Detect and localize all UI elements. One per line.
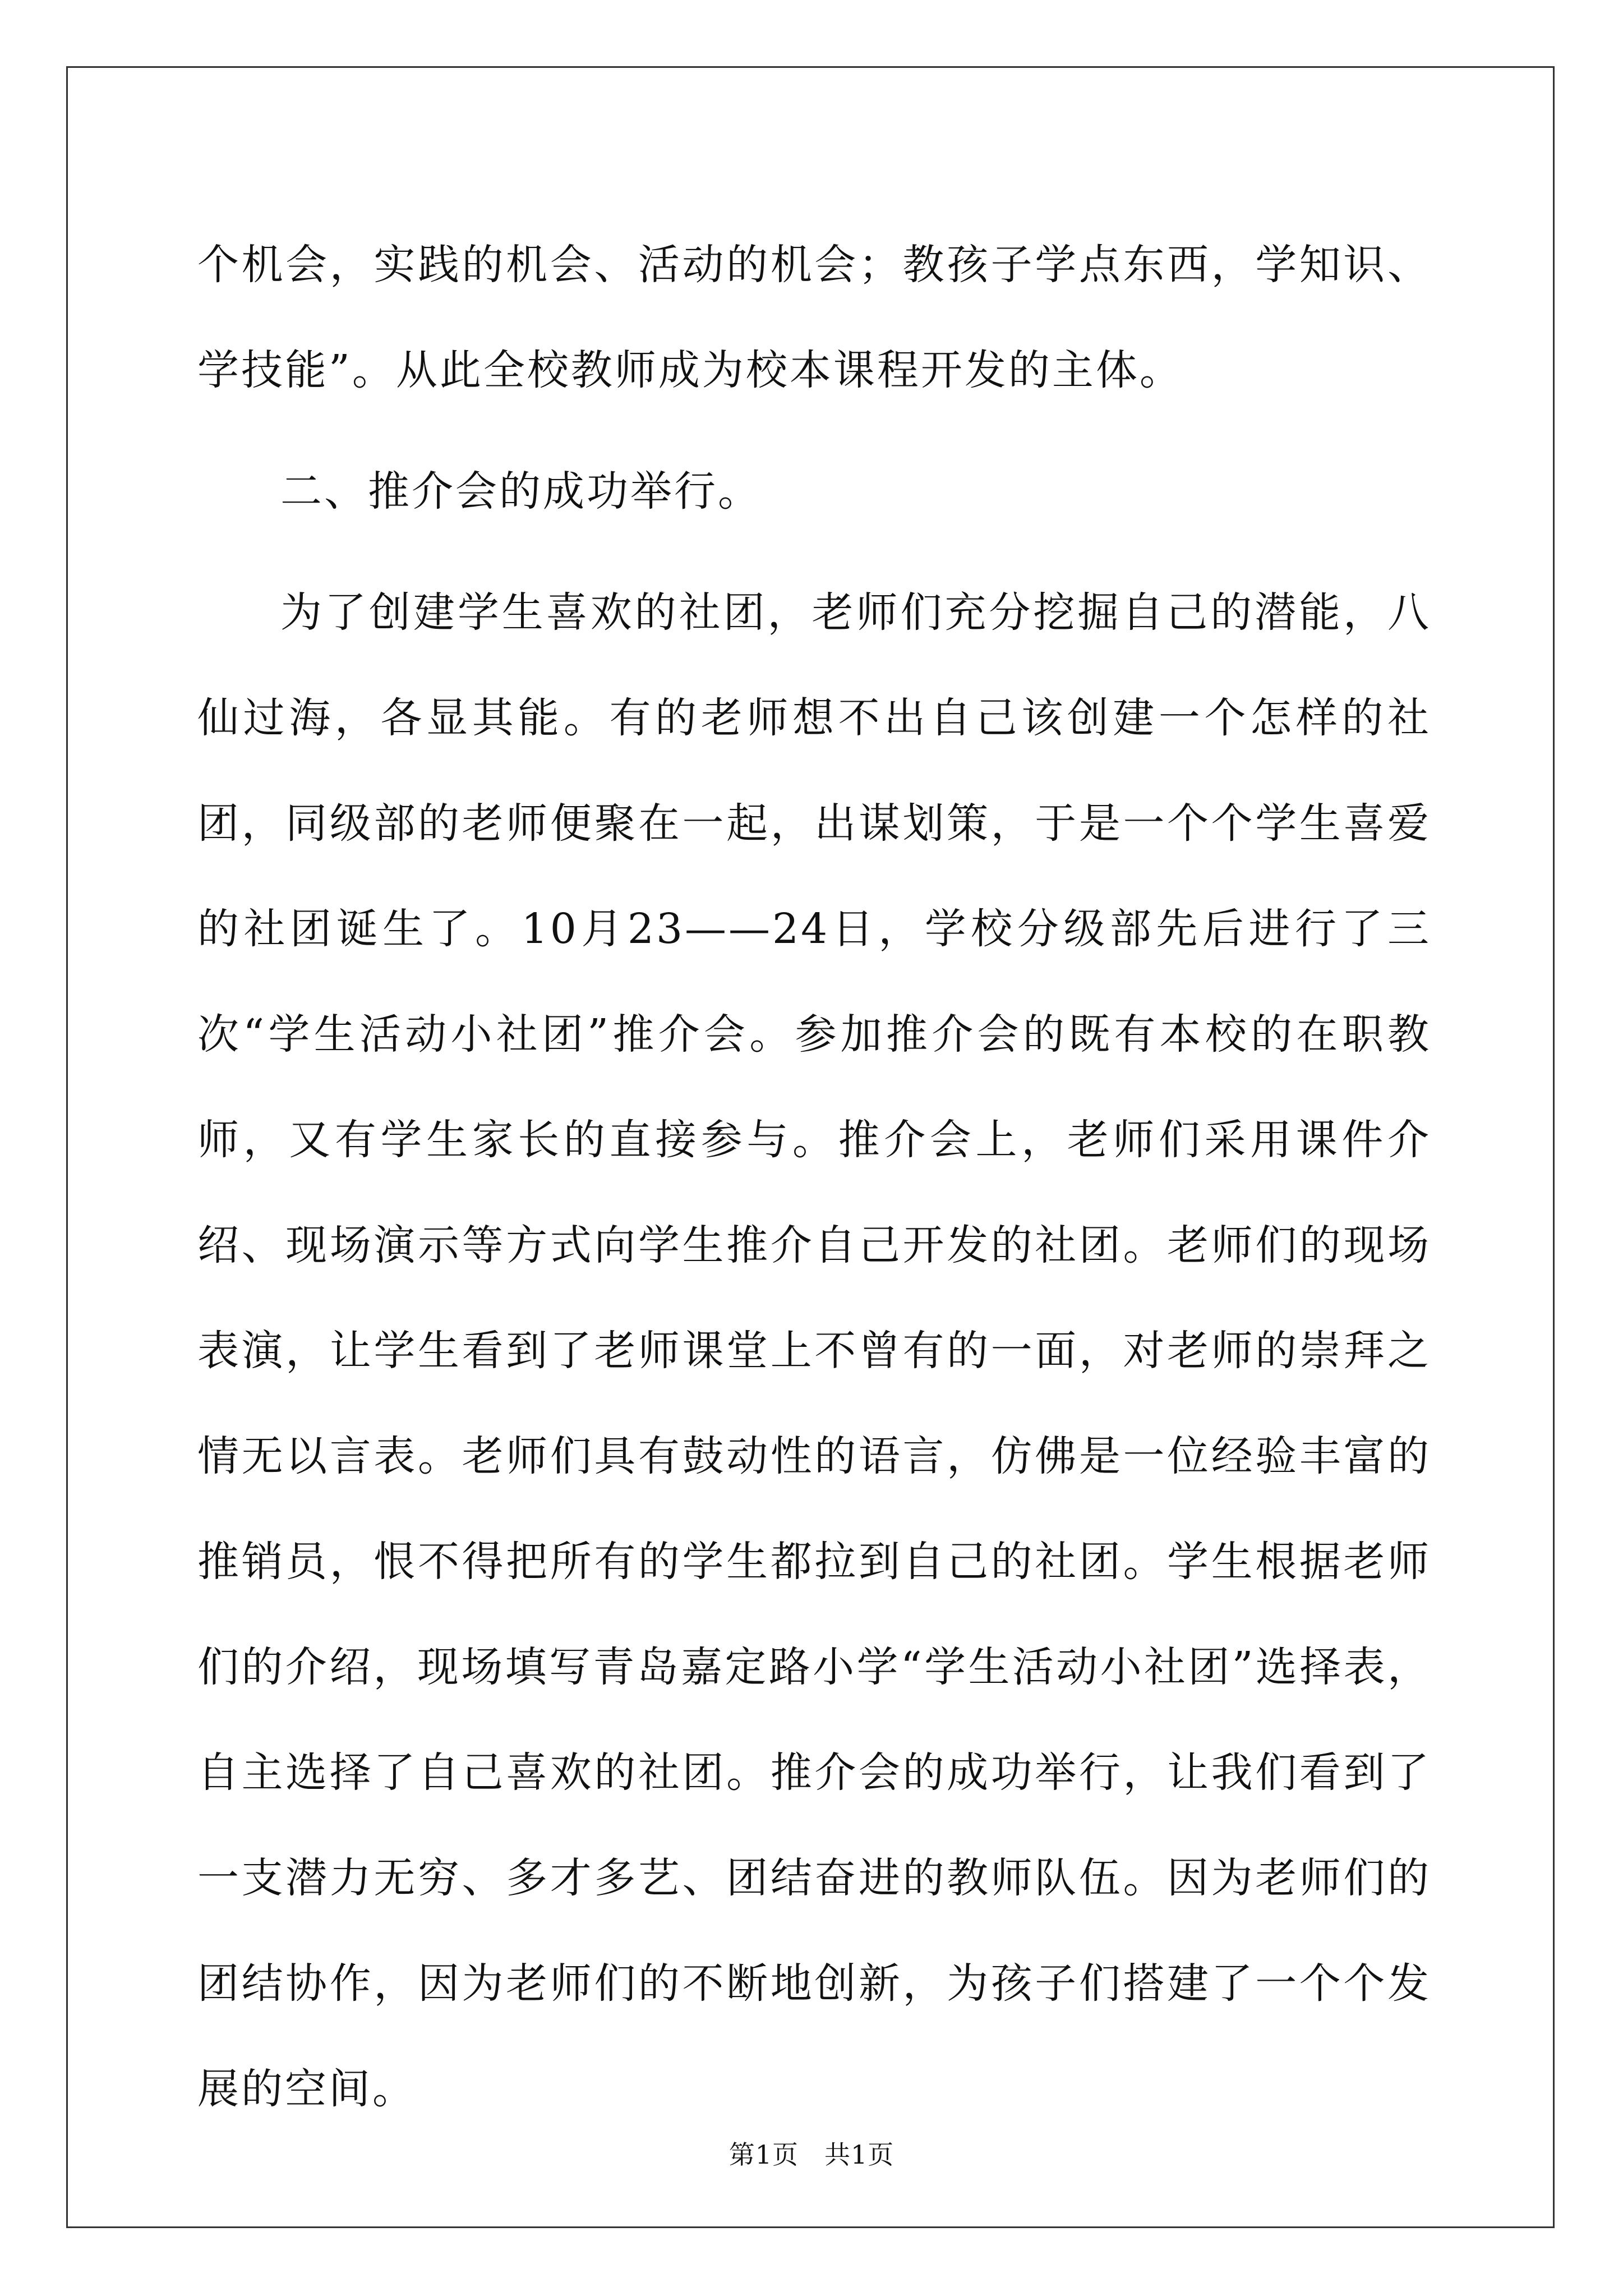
page-total: 共1页 — [824, 2139, 895, 2170]
paragraph-body: 为了创建学生喜欢的社团，老师们充分挖掘自己的潜能，八仙过海，各显其能。有的老师想不出自己该创建一个怎样的社团，同级部的老师便聚在一起，出谋划策，于是一个个学生喜爱的社团诞生了。10月23——24日，学校分级部先后进行了三次“学生活动小社团”推介会。参加推介会的既有本校的在职教师，又有学生家长的直接参与。推介会上，老师们采用课件介绍、现场演示等方式向学生推介自己开发的社团。老师们的现场表演，让学生看到了老师课堂上不曾有的一面，对老师的崇拜之情无以言表。老师们具有鼓动性的语言，仿佛是一位经验丰富的推销员，恨不得把所有的学生都拉到自己的社团。学生根据老师们的介绍，现场填写青岛嘉定路小学“学生活动小社团”选择表，自主选择了自己喜欢的社团。推介会的成功举行，让我们看到了一支潜力无穷、多才多艺、团结奋进的教师队伍。因为老师们的团结协作，因为老师们的不断地创新，为孩子们搭建了一个个发展的空间。 — [197, 588, 1431, 2113]
page-footer — [0, 2134, 1623, 2171]
paragraph-continuation: 个机会，实践的机会、活动的机会；教孩子学点东西，学知识、学技能”。从此全校教师成为校本课程开发的主体。 — [197, 241, 1431, 394]
section-heading: 二、推介会的成功举行。 — [280, 467, 762, 516]
page-number: 第1页 — [728, 2139, 799, 2170]
document-body — [197, 212, 1431, 2157]
